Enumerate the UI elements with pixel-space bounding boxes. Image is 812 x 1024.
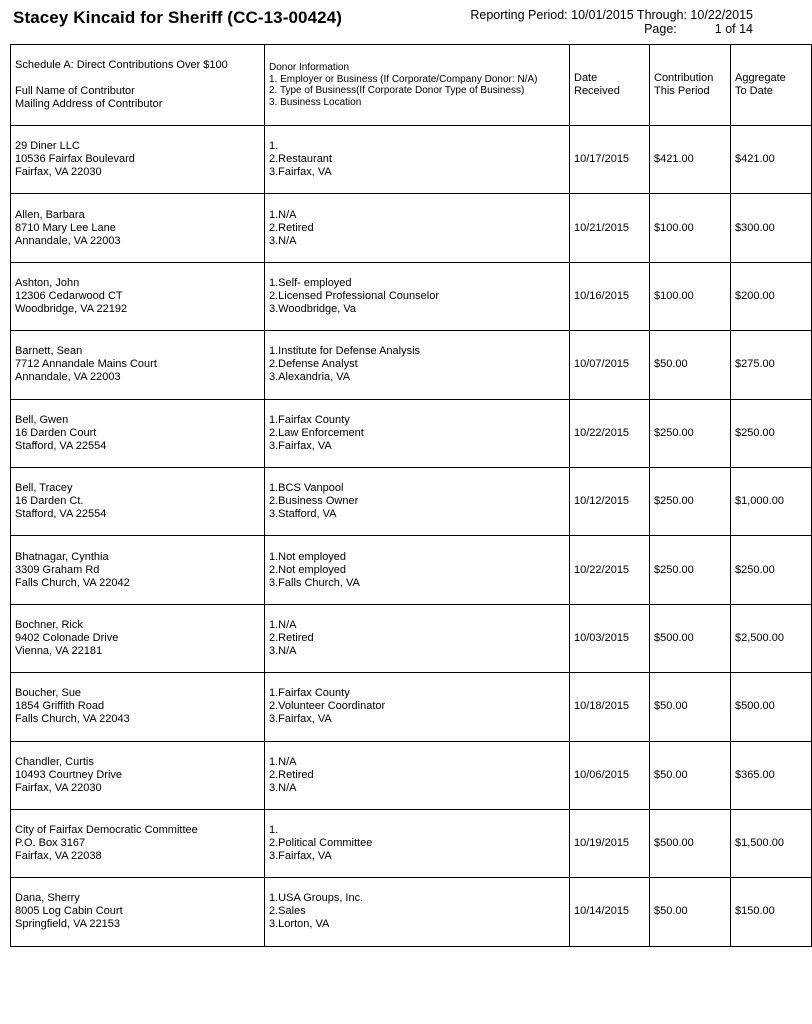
business-type: 2.Licensed Professional Counselor	[269, 289, 439, 302]
business-location: 3.Stafford, VA	[269, 508, 337, 521]
contributor-name: Chandler, Curtis	[15, 755, 94, 768]
aggregate-amount: $365.00	[731, 741, 812, 809]
contributor-cell	[11, 262, 265, 330]
contributor-name: City of Fairfax Democratic Committee	[15, 824, 198, 837]
aggregate-amount: $421.00	[731, 126, 812, 194]
contributor-name: Allen, Barbara	[15, 208, 85, 221]
table-row	[11, 741, 812, 809]
contributor-name: Bell, Tracey	[15, 482, 73, 495]
contribution-header	[650, 45, 731, 126]
aggregate-amount: $150.00	[731, 878, 812, 946]
contributor-cell	[11, 126, 265, 194]
contributor-address-line-1: 7712 Annandale Mains Court	[15, 358, 157, 371]
contributor-cell	[11, 467, 265, 535]
contributor-name: Ashton, John	[15, 276, 80, 289]
date-received: 10/03/2015	[570, 604, 650, 672]
business-type: 2.Retired	[269, 631, 314, 644]
contribution-amount: $50.00	[650, 878, 731, 946]
contributor-address-line-2: Stafford, VA 22554	[15, 439, 107, 452]
aggregate-header-line-2: To Date	[735, 85, 773, 97]
business-type: 2.Sales	[269, 905, 306, 918]
business-location: 3.Alexandria, VA	[269, 371, 351, 384]
contributor-cell	[11, 741, 265, 809]
donor-info-cell	[265, 809, 570, 877]
contributor-address-line-1: 8710 Mary Lee Lane	[15, 221, 116, 234]
employer: 1.Self- employed	[269, 276, 352, 289]
business-location: 3.Fairfax, VA	[269, 850, 332, 863]
donor-info-cell	[265, 536, 570, 604]
contributor-address-line-1: 9402 Colonade Drive	[15, 631, 119, 644]
employer: 1.	[269, 824, 279, 837]
business-location: 3.Fairfax, VA	[269, 713, 332, 726]
aggregate-amount: $500.00	[731, 673, 812, 741]
contribution-amount: $500.00	[650, 809, 731, 877]
contribution-header-line-2: This Period	[654, 85, 710, 97]
date-received: 10/07/2015	[570, 331, 650, 399]
table-row	[11, 673, 812, 741]
table-row	[11, 194, 812, 262]
contributor-name: Bochner, Rick	[15, 618, 83, 631]
contributor-address-line-2: Stafford, VA 22554	[15, 508, 107, 521]
table-row	[11, 399, 812, 467]
business-type: 2.Retired	[269, 768, 314, 781]
contribution-amount: $50.00	[650, 331, 731, 399]
donor-info-cell	[265, 262, 570, 330]
aggregate-amount: $300.00	[731, 194, 812, 262]
donor-info-cell	[265, 673, 570, 741]
table-row	[11, 878, 812, 946]
date-received: 10/22/2015	[570, 399, 650, 467]
contribution-amount: $250.00	[650, 536, 731, 604]
employer: 1.BCS Vanpool	[269, 482, 344, 495]
report-title: Stacey Kincaid for Sheriff (CC-13-00424)	[13, 8, 342, 27]
contributor-address-line-2: Woodbridge, VA 22192	[15, 302, 128, 315]
contributor-address-line-2: Fairfax, VA 22038	[15, 850, 102, 863]
contributor-name: Dana, Sherry	[15, 892, 80, 905]
business-location: 3.N/A	[269, 781, 297, 794]
date-received-header	[570, 45, 650, 126]
table-row	[11, 331, 812, 399]
page-label: Page:	[644, 22, 677, 36]
business-location: 3.Fairfax, VA	[269, 166, 332, 179]
donor-info-title: Donor Information	[269, 62, 350, 73]
aggregate-amount: $2,500.00	[731, 604, 812, 672]
table-row	[11, 536, 812, 604]
aggregate-amount: $250.00	[731, 536, 812, 604]
business-location: 3.N/A	[269, 644, 297, 657]
contribution-amount: $100.00	[650, 194, 731, 262]
date-received: 10/18/2015	[570, 673, 650, 741]
donor-info-cell	[265, 126, 570, 194]
donor-info-cell	[265, 604, 570, 672]
business-location: 3.Falls Church, VA	[269, 576, 360, 589]
aggregate-amount: $1,000.00	[731, 467, 812, 535]
business-type: 2.Not employed	[269, 563, 347, 576]
contributor-cell	[11, 878, 265, 946]
contributor-address-line-1: 16 Darden Ct.	[15, 495, 84, 508]
contributor-cell	[11, 673, 265, 741]
employer: 1.USA Groups, Inc.	[269, 892, 364, 905]
donor-info-line-1: 1. Employer or Business (If Corporate/Company Donor: N/A)	[269, 73, 538, 85]
contribution-amount: $250.00	[650, 399, 731, 467]
contributor-address-line-2: Annandale, VA 22003	[15, 234, 121, 247]
donor-info-cell	[265, 878, 570, 946]
contributor-address-line-1: 12306 Cedarwood CT	[15, 289, 123, 302]
aggregate-amount: $200.00	[731, 262, 812, 330]
business-type: 2.Restaurant	[269, 153, 332, 166]
donor-info-cell	[265, 194, 570, 262]
full-name-label: Full Name of Contributor	[15, 85, 135, 97]
aggregate-amount: $250.00	[731, 399, 812, 467]
date-received: 10/06/2015	[570, 741, 650, 809]
business-type: 2.Defense Analyst	[269, 358, 358, 371]
business-type: 2.Business Owner	[269, 495, 359, 508]
donor-info-line-3: 3. Business Location	[269, 96, 362, 108]
business-location: 3.Fairfax, VA	[269, 439, 332, 452]
aggregate-header	[731, 45, 812, 126]
date-received: 10/19/2015	[570, 809, 650, 877]
aggregate-amount: $275.00	[731, 331, 812, 399]
donor-info-cell	[265, 399, 570, 467]
table-row	[11, 262, 812, 330]
contributor-address-line-1: 10493 Courtney Drive	[15, 768, 123, 781]
contributor-address-line-2: Fairfax, VA 22030	[15, 166, 102, 179]
contributor-header	[11, 45, 265, 126]
employer: 1.N/A	[269, 618, 297, 631]
contributor-address-line-2: Annandale, VA 22003	[15, 371, 121, 384]
contribution-amount: $250.00	[650, 467, 731, 535]
aggregate-header-line-1: Aggregate	[735, 72, 786, 84]
contribution-amount: $421.00	[650, 126, 731, 194]
contributor-address-line-2: Springfield, VA 22153	[15, 918, 120, 931]
business-type: 2.Volunteer Coordinator	[269, 700, 386, 713]
business-type: 2.Retired	[269, 221, 314, 234]
contributor-address-line-1: 16 Darden Court	[15, 426, 97, 439]
date-header-line-2: Received	[574, 85, 620, 97]
contribution-header-line-1: Contribution	[654, 72, 714, 84]
table-row	[11, 809, 812, 877]
employer: 1.Not employed	[269, 550, 347, 563]
contributor-cell	[11, 809, 265, 877]
contributor-address-line-1: 10536 Fairfax Boulevard	[15, 153, 135, 166]
reporting-period-text: Reporting Period: 10/01/2015 Through: 10/22/2015	[470, 8, 753, 22]
contribution-amount: $100.00	[650, 262, 731, 330]
table-row	[11, 604, 812, 672]
employer: 1.N/A	[269, 755, 297, 768]
table-row	[11, 126, 812, 194]
business-location: 3.Lorton, VA	[269, 918, 330, 931]
contributor-address-line-2: Falls Church, VA 22043	[15, 713, 130, 726]
contribution-amount: $500.00	[650, 604, 731, 672]
schedule-label: Schedule A: Direct Contributions Over $100	[15, 59, 228, 71]
contributor-cell	[11, 194, 265, 262]
contributor-name: Bell, Gwen	[15, 413, 69, 426]
page-indicator	[470, 22, 753, 36]
aggregate-amount: $1,500.00	[731, 809, 812, 877]
mailing-address-label: Mailing Address of Contributor	[15, 98, 163, 110]
contributor-name: Barnett, Sean	[15, 345, 83, 358]
date-received: 10/17/2015	[570, 126, 650, 194]
contribution-amount: $50.00	[650, 741, 731, 809]
contributor-cell	[11, 399, 265, 467]
employer: 1.Fairfax County	[269, 413, 350, 426]
employer: 1.Institute for Defense Analysis	[269, 345, 421, 358]
employer: 1.Fairfax County	[269, 687, 350, 700]
contributor-cell	[11, 604, 265, 672]
donor-info-cell	[265, 741, 570, 809]
contributor-address-line-2: Falls Church, VA 22042	[15, 576, 130, 589]
business-type: 2.Law Enforcement	[269, 426, 364, 439]
contributor-name: Bhatnagar, Cynthia	[15, 550, 109, 563]
business-location: 3.N/A	[269, 234, 297, 247]
contributor-name: 29 Diner LLC	[15, 140, 80, 153]
business-location: 3.Woodbridge, Va	[269, 302, 357, 315]
date-received: 10/12/2015	[570, 467, 650, 535]
contributor-cell	[11, 331, 265, 399]
contributor-address-line-1: P.O. Box 3167	[15, 837, 86, 850]
business-type: 2.Political Committee	[269, 837, 373, 850]
contributor-name: Boucher, Sue	[15, 687, 82, 700]
donor-info-cell	[265, 331, 570, 399]
donor-info-header	[265, 45, 570, 126]
date-received: 10/16/2015	[570, 262, 650, 330]
date-received: 10/14/2015	[570, 878, 650, 946]
date-received: 10/21/2015	[570, 194, 650, 262]
employer: 1.N/A	[269, 208, 297, 221]
donor-info-cell	[265, 467, 570, 535]
contributor-address-line-1: 1854 Griffith Road	[15, 700, 105, 713]
contribution-amount: $50.00	[650, 673, 731, 741]
contributions-table	[10, 44, 812, 947]
contributor-address-line-2: Vienna, VA 22181	[15, 644, 103, 657]
date-received: 10/22/2015	[570, 536, 650, 604]
contributor-address-line-1: 3309 Graham Rd	[15, 563, 100, 576]
employer: 1.	[269, 140, 279, 153]
page-value: 1 of 14	[714, 22, 753, 36]
table-row	[11, 467, 812, 535]
reporting-period	[470, 8, 753, 36]
date-header-line-1: Date	[574, 72, 598, 84]
contributor-address-line-1: 8005 Log Cabin Court	[15, 905, 123, 918]
contributor-address-line-2: Fairfax, VA 22030	[15, 781, 102, 794]
table-header-row	[11, 45, 812, 126]
donor-info-line-2: 2. Type of Business(If Corporate Donor Type of Business)	[269, 85, 525, 96]
contributor-cell	[11, 536, 265, 604]
